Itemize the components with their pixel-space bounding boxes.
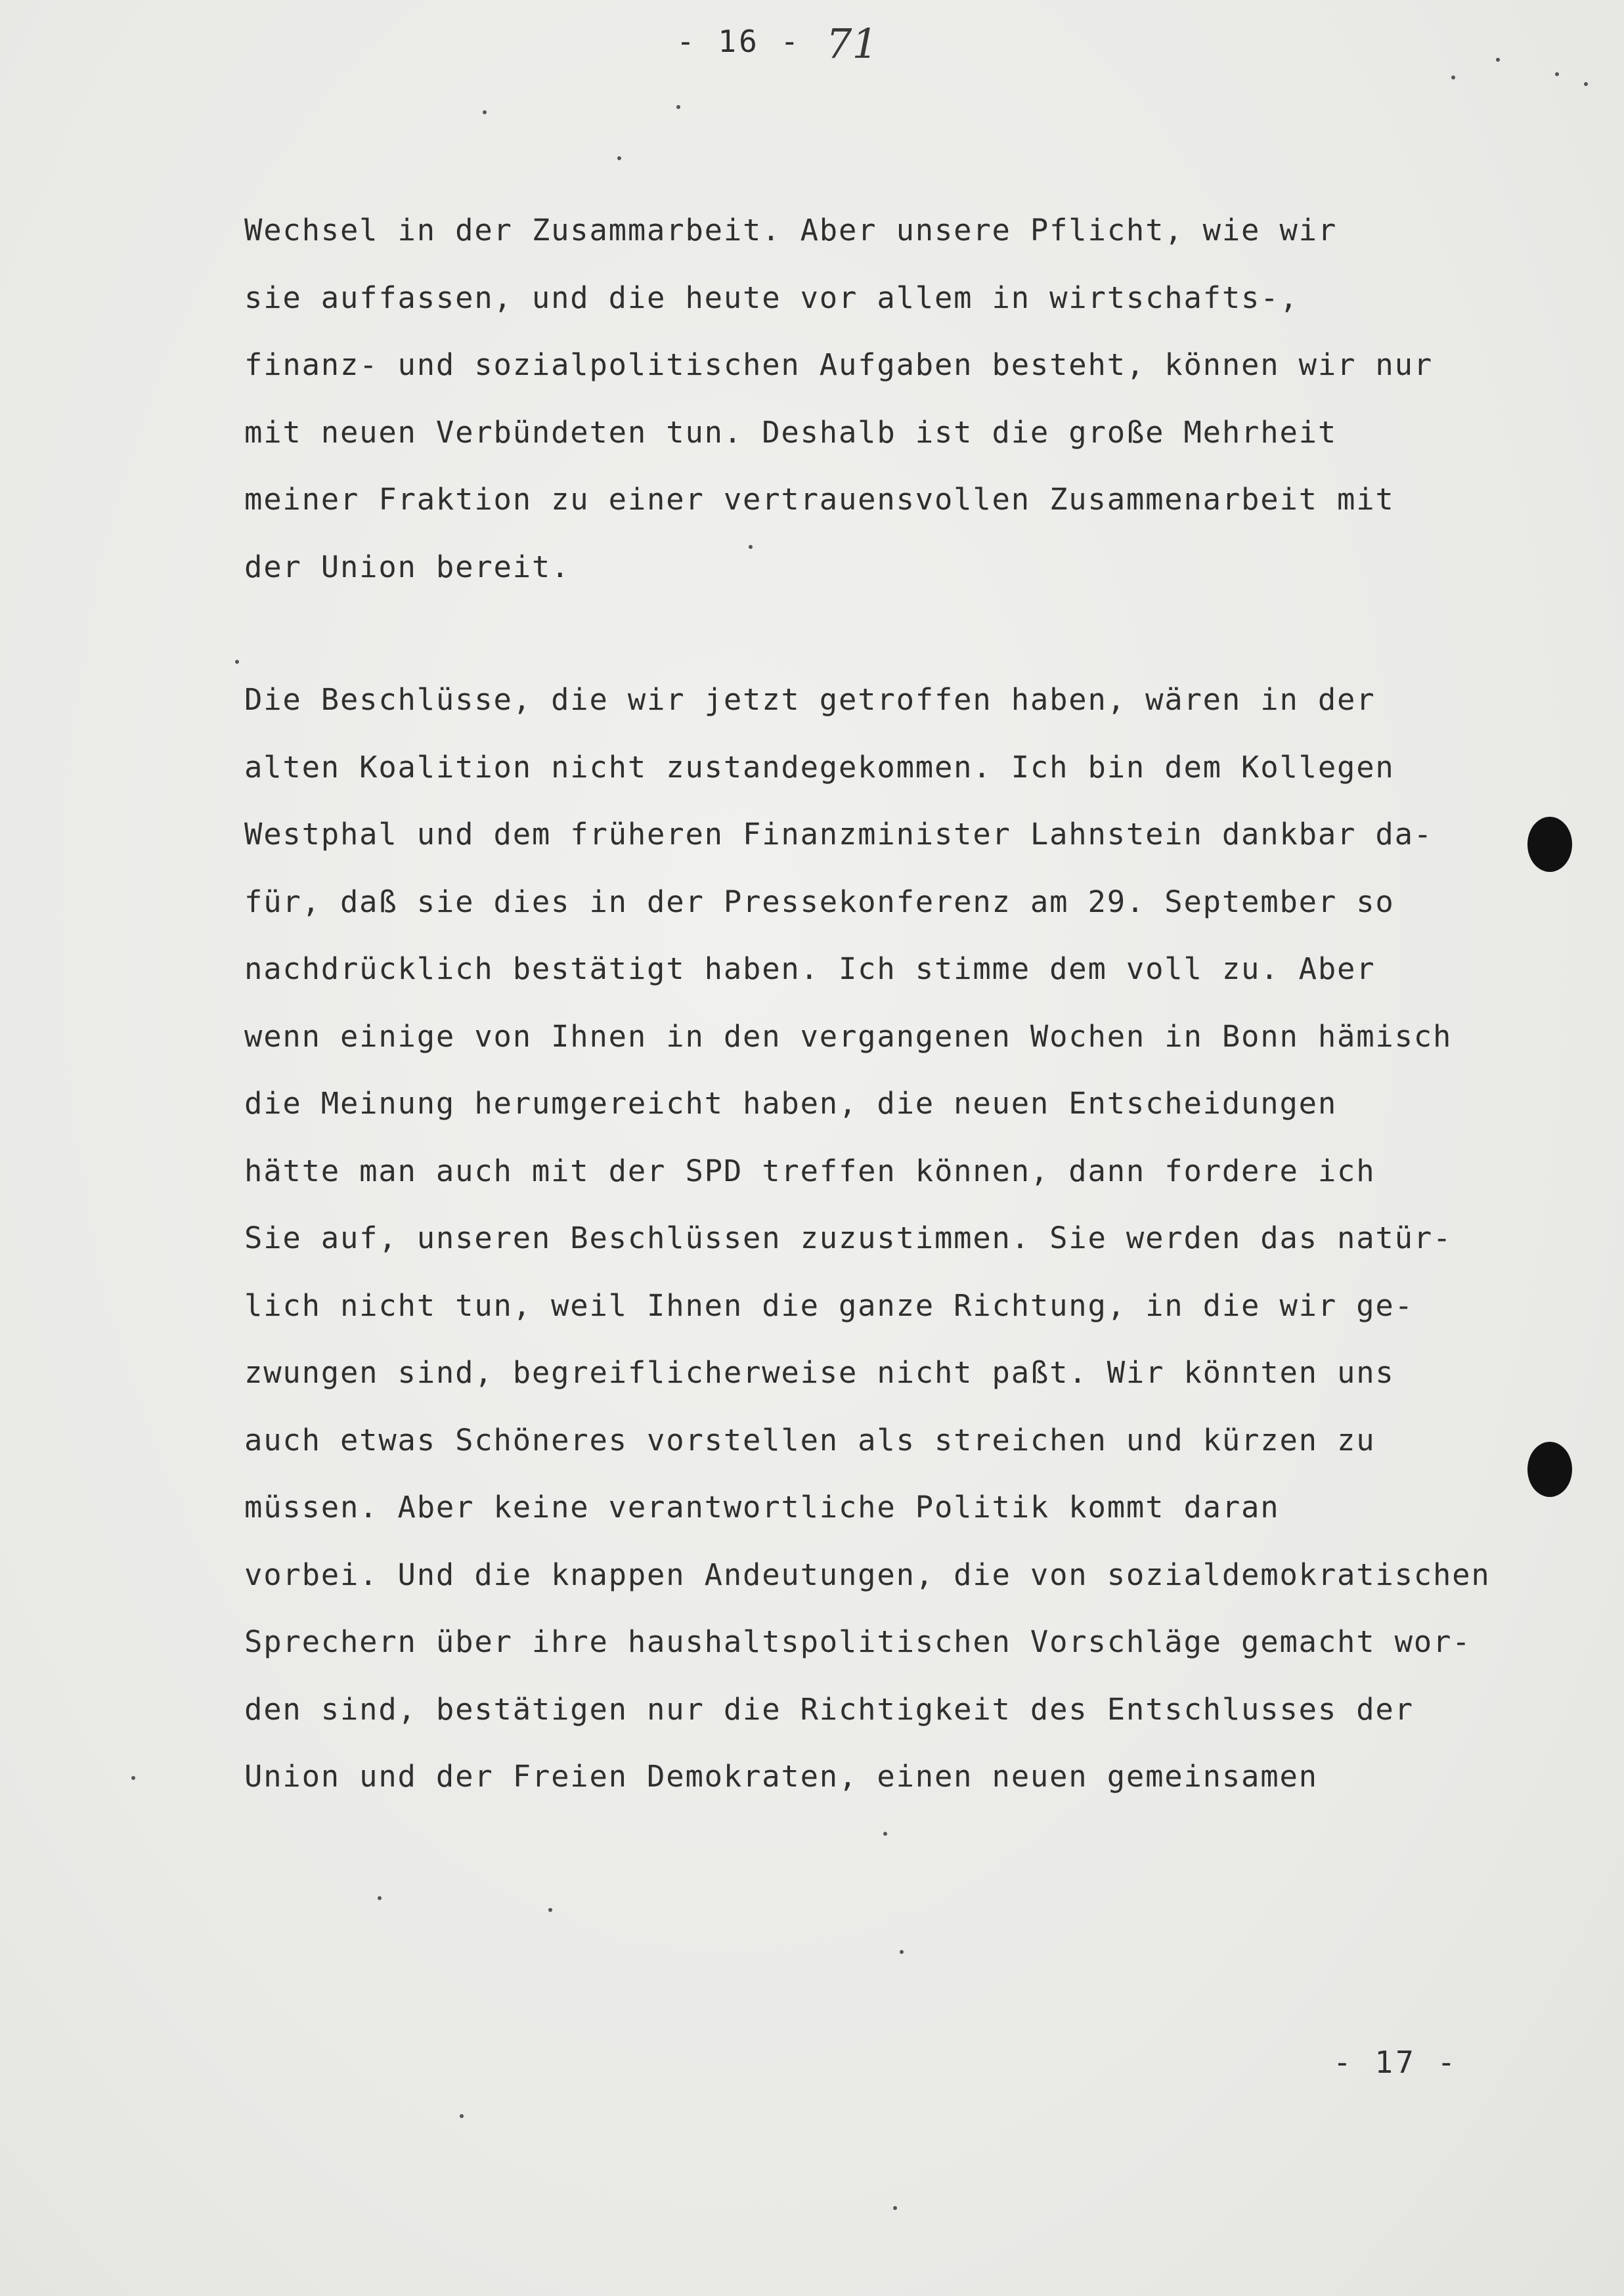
text-line: zwungen sind, begreiflicherweise nicht paßt. Wir könnten uns (244, 1355, 1395, 1390)
text-line: mit neuen Verbündeten tun. Deshalb ist die große Mehrheit (244, 414, 1338, 450)
paragraph (244, 197, 1433, 601)
text-line: müssen. Aber keine verantwortliche Politik kommt daran (244, 1490, 1280, 1525)
dust-speck (749, 545, 753, 549)
text-line: die Meinung herumgereicht haben, die neuen Entscheidungen (244, 1086, 1338, 1121)
text-line: auch etwas Schöneres vorstellen als streichen und kürzen zu (244, 1422, 1376, 1458)
dust-speck (617, 156, 621, 160)
dust-speck (900, 1950, 904, 1954)
dust-speck (883, 1832, 887, 1836)
dust-speck (460, 2114, 464, 2118)
text-line: der Union bereit. (244, 549, 571, 584)
dust-speck (893, 2206, 897, 2210)
dust-speck (1496, 58, 1500, 62)
dust-speck (235, 660, 239, 664)
text-line: Sie auf, unseren Beschlüssen zuzustimmen. Sie werden das natür- (244, 1221, 1453, 1255)
punch-hole (1527, 1442, 1572, 1497)
dust-speck (676, 105, 680, 109)
paragraph (244, 666, 1491, 1811)
text-line: Wechsel in der Zusammarbeit. Aber unsere Pflicht, wie wir (244, 213, 1338, 248)
text-line: sie auffassen, und die heute vor allem in wirtschafts-, (244, 280, 1299, 315)
dust-speck (1555, 72, 1559, 76)
dust-speck (1451, 76, 1455, 79)
dust-speck (378, 1896, 382, 1900)
dust-speck (131, 1776, 135, 1780)
punch-hole (1527, 817, 1572, 872)
text-line: Westphal und dem früheren Finanzminister Lahnstein dankbar da- (244, 817, 1433, 852)
dust-speck (1584, 82, 1588, 86)
handwritten-page-number: 71 (826, 20, 878, 68)
dust-speck (483, 110, 487, 114)
next-page-catchword: - 17 - (1333, 2045, 1459, 2080)
dust-speck (548, 1908, 552, 1912)
text-line: für, daß sie dies in der Pressekonferenz am 29. September so (244, 884, 1395, 919)
text-line: Union und der Freien Demokraten, einen neuen gemeinsamen (244, 1759, 1318, 1794)
text-line: Die Beschlüsse, die wir jetzt getroffen haben, wären in der (244, 682, 1376, 717)
text-line: finanz- und sozialpolitischen Aufgaben besteht, können wir nur (244, 347, 1433, 382)
page-number: - 16 - (676, 24, 802, 59)
text-line: den sind, bestätigen nur die Richtigkeit des Entschlusses der (244, 1691, 1414, 1727)
text-line: wenn einige von Ihnen in den vergangenen Wochen in Bonn hämisch (244, 1018, 1453, 1054)
text-line: meiner Fraktion zu einer vertrauensvollen Zusammenarbeit mit (244, 482, 1395, 517)
text-line: Sprechern über ihre haushaltspolitischen Vorschläge gemacht wor- (244, 1624, 1472, 1659)
text-line: vorbei. Und die knappen Andeutungen, die von sozialdemokratischen (244, 1557, 1491, 1592)
text-line: nachdrücklich bestätigt haben. Ich stimme dem voll zu. Aber (244, 951, 1376, 986)
text-line: lich nicht tun, weil Ihnen die ganze Richtung, in die wir ge- (244, 1288, 1414, 1323)
text-line: hätte man auch mit der SPD treffen können, dann fordere ich (244, 1153, 1376, 1188)
text-line: alten Koalition nicht zustandegekommen. Ich bin dem Kollegen (244, 749, 1395, 785)
